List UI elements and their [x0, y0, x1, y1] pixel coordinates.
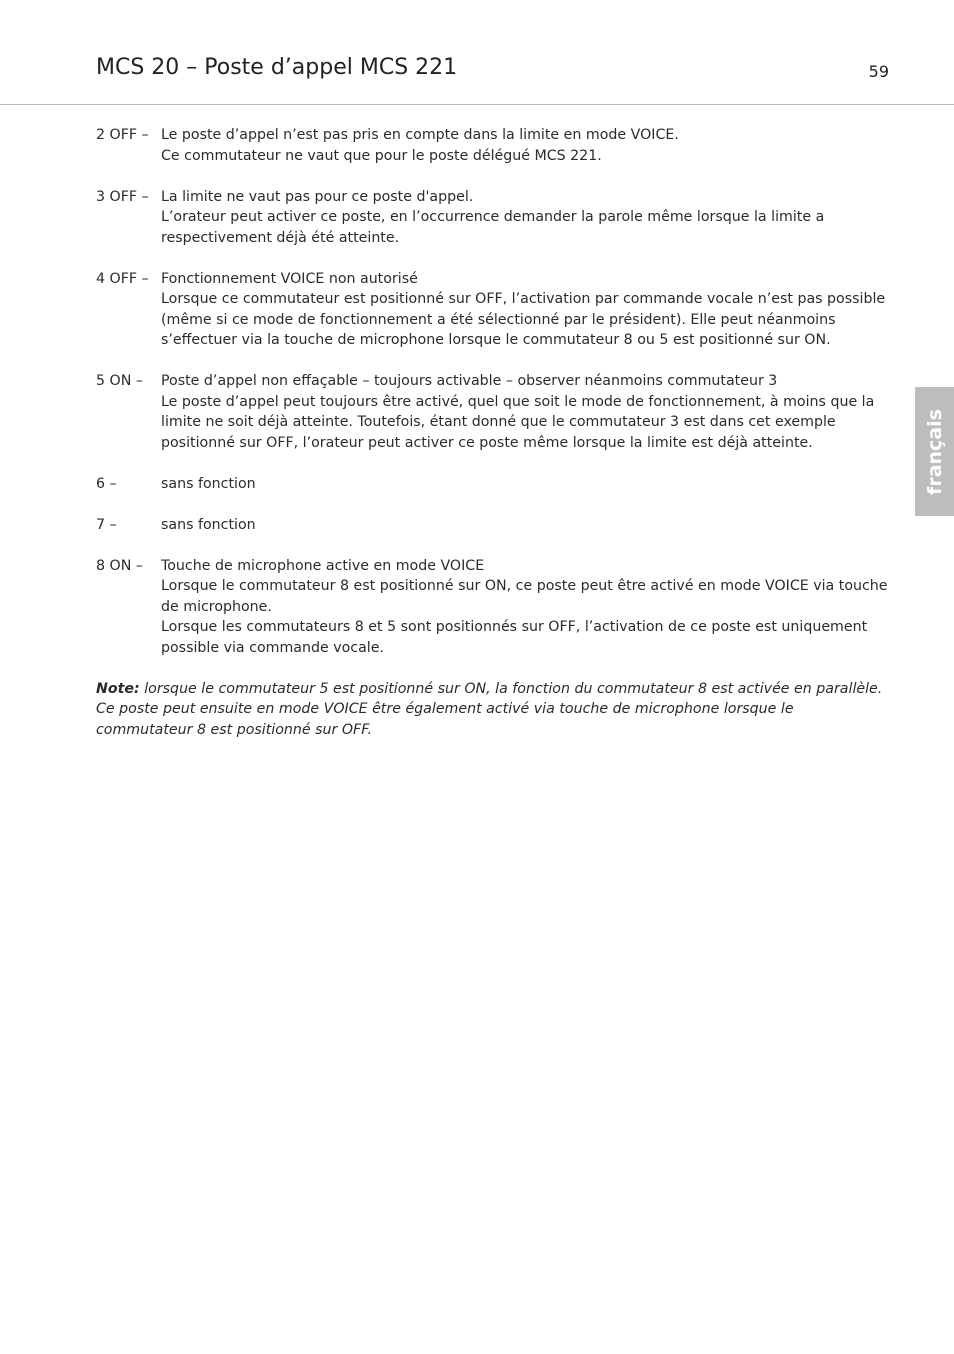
switch-entry-line: Poste d’appel non effaçable – toujours activable – observer néanmoins commutateur 3 — [161, 373, 778, 389]
switch-entry-body — [161, 371, 888, 453]
switch-entry-line: Lorsque le commutateur 8 est positionné sur ON, ce poste peut être activé en mode VOICE via touche de microphone. — [161, 578, 888, 615]
page-title: MCS 20 – Poste d’appel MCS 221 — [96, 55, 458, 80]
language-tab — [915, 387, 954, 516]
switch-entry-line: L’orateur peut activer ce poste, en l’occurrence demander la parole même lorsque la limite a respectivement déjà été atteinte. — [161, 209, 825, 246]
switch-entry-line: La limite ne vaut pas pour ce poste d'appel. — [161, 188, 474, 205]
switch-entry-line: Fonctionnement VOICE non autorisé — [161, 270, 418, 287]
switch-entry-line: Lorsque les commutateurs 8 et 5 sont positionnés sur OFF, l’activation de ce poste est uniquement possible via commande vocale. — [161, 619, 868, 656]
switch-entry-body — [161, 187, 888, 249]
switch-entry-body — [161, 125, 888, 166]
switch-entry-body — [161, 269, 888, 351]
switch-entry-body — [161, 474, 888, 495]
switch-entry-line: Touche de microphone active en mode VOICE — [161, 557, 485, 574]
language-tab-label: français — [923, 408, 946, 495]
page-number: 59 — [868, 62, 889, 81]
switch-entry-line: Ce commutateur ne vaut que pour le poste délégué MCS 221. — [161, 147, 602, 164]
switch-list — [96, 125, 888, 658]
document-body — [96, 125, 888, 740]
switch-entry-body — [161, 556, 888, 659]
switch-entry — [96, 269, 888, 351]
switch-entry-label: 5 ON – — [96, 373, 143, 389]
switch-entry — [96, 556, 888, 659]
switch-entry-label: 4 OFF – — [96, 270, 149, 287]
note-label: Note: — [96, 680, 140, 697]
switch-entry-body — [161, 515, 888, 536]
switch-entry — [96, 515, 888, 536]
switch-entry — [96, 371, 888, 453]
switch-entry-line: sans fonction — [161, 516, 256, 533]
note-text: lorsque le commutateur 5 est positionné sur ON, la fonction du commutateur 8 est activée en parallèle. Ce poste peut ensuite en mode VOICE être également activé via touche de microphone lorsque le commutateur 8 est positionné sur OFF. — [96, 680, 883, 738]
switch-entry-label: 3 OFF – — [96, 188, 149, 205]
switch-entry-label: 2 OFF – — [96, 127, 149, 143]
header-divider — [0, 104, 954, 105]
switch-entry-line: Le poste d’appel n’est pas pris en compte dans la limite en mode VOICE. — [161, 127, 679, 143]
switch-entry-line: sans fonction — [161, 475, 256, 492]
switch-entry — [96, 125, 888, 166]
note-paragraph — [96, 679, 888, 741]
switch-entry-label: 7 – — [96, 516, 117, 533]
switch-entry-label: 6 – — [96, 475, 117, 492]
switch-entry-line: Lorsque ce commutateur est positionné sur OFF, l’activation par commande vocale n’est pas possible (même si ce mode de fonctionnement a été sélectionné par le président). Elle peut néanmoins s’effectuer via la touche de microphone lorsque le commutateur 8 ou 5 est positionné sur ON. — [161, 291, 886, 348]
switch-entry — [96, 187, 888, 249]
switch-entry — [96, 474, 888, 495]
switch-entry-label: 8 ON – — [96, 557, 143, 574]
switch-entry-line: Le poste d’appel peut toujours être activé, quel que soit le mode de fonctionnement, à moins que la limite ne soit déjà atteinte. Toutefois, étant donné que le commutateur 3 est dans cet exemple positionné sur OFF, l’orateur peut activer ce poste même lorsque la limite est déjà atteinte. — [161, 393, 875, 451]
